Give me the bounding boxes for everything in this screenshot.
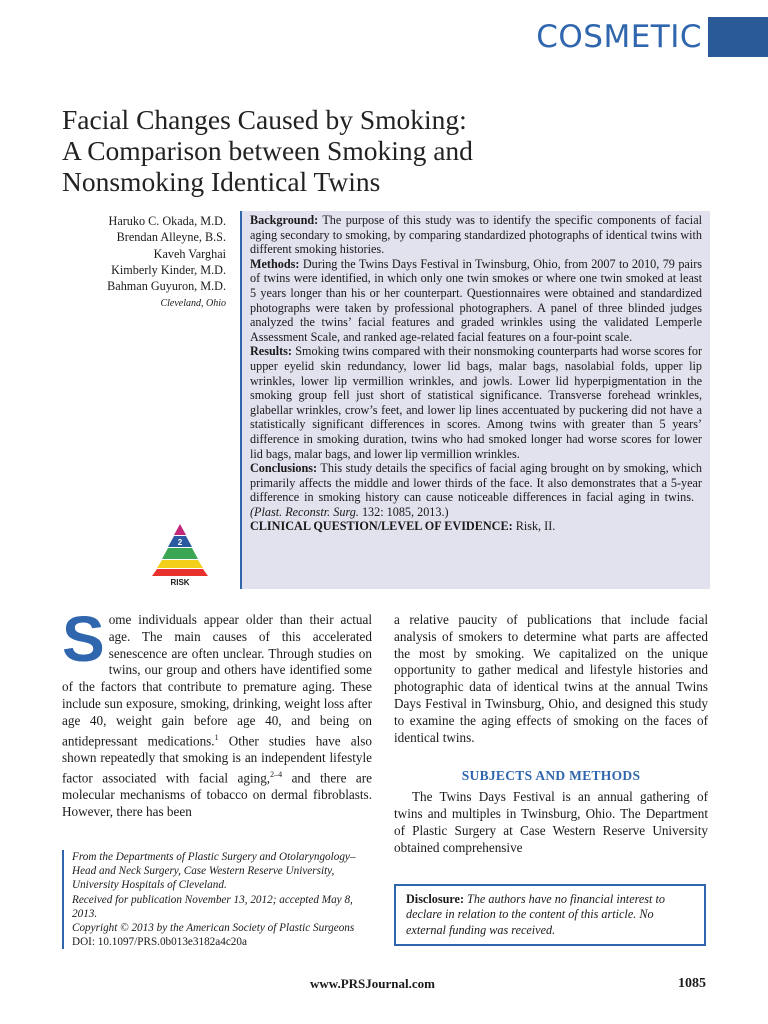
pyramid-tier-1 (174, 524, 186, 535)
pyramid-tier-3 (162, 548, 198, 559)
abstract-methods (250, 257, 702, 345)
evidence-text: Risk, II. (515, 519, 556, 534)
affiliation-copyright: Copyright © 2013 by the American Society of Plastic Surgeons (72, 922, 355, 935)
disclosure-box (394, 884, 706, 946)
author-name: Haruko C. Okada, M.D. (108, 214, 226, 228)
page-number: 1085 (678, 976, 706, 991)
methods-paragraph: The Twins Days Festival is an annual gathering of twins and multiples in Twinsburg, Ohio. The Department of Plastic Surgery at Case Western Reserve University obtained comprehensive (394, 789, 708, 855)
title-line-2: A Comparison between Smoking and (62, 135, 473, 166)
author-location: Cleveland, Ohio (160, 298, 226, 310)
risk-pyramid-icon (148, 522, 212, 586)
section-label: COSMETIC (536, 19, 702, 55)
pyramid-level: 2 (177, 538, 183, 547)
body-column-left (62, 603, 372, 820)
pyramid-label: RISK (170, 578, 190, 586)
body-column-right (394, 612, 708, 856)
background-label: Background: (250, 213, 319, 227)
abstract-conclusions (250, 461, 702, 519)
affiliation-from: From the Departments of Plastic Surgery and Otolaryngology–Head and Neck Surgery, Case Western Reserve University, University Hospitals of Cleveland. (72, 851, 356, 892)
results-label: Results: (250, 344, 292, 359)
abstract-results (250, 344, 702, 461)
disclosure-label: Disclosure: (406, 892, 464, 906)
abstract-box (240, 211, 710, 589)
conclusions-text: This study details the specifics of facial aging brought on by smoking, which primarily affects the middle and lower thirds of the face. It also demonstrates that a 5-year difference in smoking history can cause noticeable differences in facial aging in twins. (250, 461, 703, 505)
disclosure-text: The authors have no financial interest to declare in relation to the content of this article. No external funding was received. (406, 892, 665, 937)
journal-url[interactable]: www.PRSJournal.com (310, 976, 435, 991)
drop-cap: S (62, 603, 105, 675)
title-line-3: Nonsmoking Identical Twins (62, 166, 381, 197)
results-text: Smoking twins compared with their nonsmoking counterparts had worse scores for upper eyelid skin redundancy, lower lid bags, malar bags, nasolabial folds, upper lip wrinkles, lower lip vermillion wrinkles, and jowls. Lower lid hyperpigmentation in the smoking group fell just short of statistical significance. Transverse forehead wrinkles, glabellar wrinkles, crow’s feet, and lower lip lines accentuated by puckering did not have a statistically significant differences in scores. Among twins with greater than 5 years’ difference in smoking duration, twins who had smoked longer had worse scores for lower lid bags, malar bags, and lower lip vermillion wrinkles. (250, 344, 702, 461)
section-tag (536, 14, 768, 60)
pyramid-tier-4 (157, 560, 203, 568)
section-heading: SUBJECTS AND METHODS (461, 768, 641, 784)
reference-mark: 1 (214, 732, 219, 742)
intro-continuation: a relative paucity of publications that include facial analysis of smokers to determine what parts are affected the most by smoking. We capitalized on the unique opportunity to gather medical and lifestyle histories and photographic data of identical twins at the annual Twins Days Festival in Twinsburg, Ohio, and designed this study to examine the aging effects of smoking on the faces of identical twins. (394, 612, 708, 745)
reference-mark: 2–4 (270, 769, 283, 779)
author-name: Brendan Alleyne, B.S. (116, 230, 226, 245)
background-text: The purpose of this study was to identify the specific components of facial aging secondary to smoking, by comparing standardized photographs of identical twins with different smoking histories. (250, 213, 702, 257)
article-title (62, 104, 722, 197)
title-line-1: Facial Changes Caused by Smoking: (62, 104, 467, 135)
intro-text-a: ome individuals appear older than their actual age. The main causes of this accelerated senescence are often unclear. Through studies on twins, our group and others have identified some of the factors that contribute to premature aging. These include sun exposure, smoking, drinking, weight loss after age 40, weight gain before age 40, and being on antidepressant medications. (62, 612, 372, 748)
methods-text: During the Twins Days Festival in Twinsburg, Ohio, from 2007 to 2010, 79 pairs of twins were identified, in which only one twin smokes or where one twin smoked at least 5 years longer than his or her counterpart. Questionnaires were obtained and standardized photographs were taken by professional photographers. A panel of three blinded judges analyzed the twins’ facial features and graded wrinkles using the validated Lemperle Assessment Scale, and ranked age-related facial features on a four-point scale. (250, 256, 703, 344)
author-name: Kimberly Kinder, M.D. (111, 262, 226, 277)
author-name: Bahman Guyuron, M.D. (107, 279, 226, 294)
evidence-label: CLINICAL QUESTION/LEVEL OF EVIDENCE: (250, 519, 513, 534)
affiliation-note (62, 850, 374, 949)
affiliation-received: Received for publication November 13, 2012; accepted May 8, 2013. (72, 893, 353, 920)
author-list (62, 213, 226, 313)
intro-text-b: Other studies have also shown repeatedly that smoking is an independent lifestyle factor associated with facial aging, (62, 732, 372, 785)
intro-text-c: and there are molecular mechanisms of tobacco on dermal fibroblasts. However, there has been (62, 769, 372, 819)
abstract-background (250, 213, 702, 257)
methods-label: Methods: (250, 256, 300, 271)
intro-paragraph (62, 603, 372, 820)
citation-details: 132: 1085, 2013.) (361, 504, 449, 519)
citation-journal: (Plast. Reconstr. Surg. (250, 504, 359, 519)
section-bar (708, 17, 768, 57)
affiliation-doi: DOI: 10.1097/PRS.0b013e3182a4c20a (72, 936, 247, 949)
abstract-evidence (250, 519, 702, 534)
author-name: Kaveh Varghai (153, 246, 226, 261)
conclusions-label: Conclusions: (250, 461, 318, 476)
pyramid-tier-5 (152, 569, 208, 576)
